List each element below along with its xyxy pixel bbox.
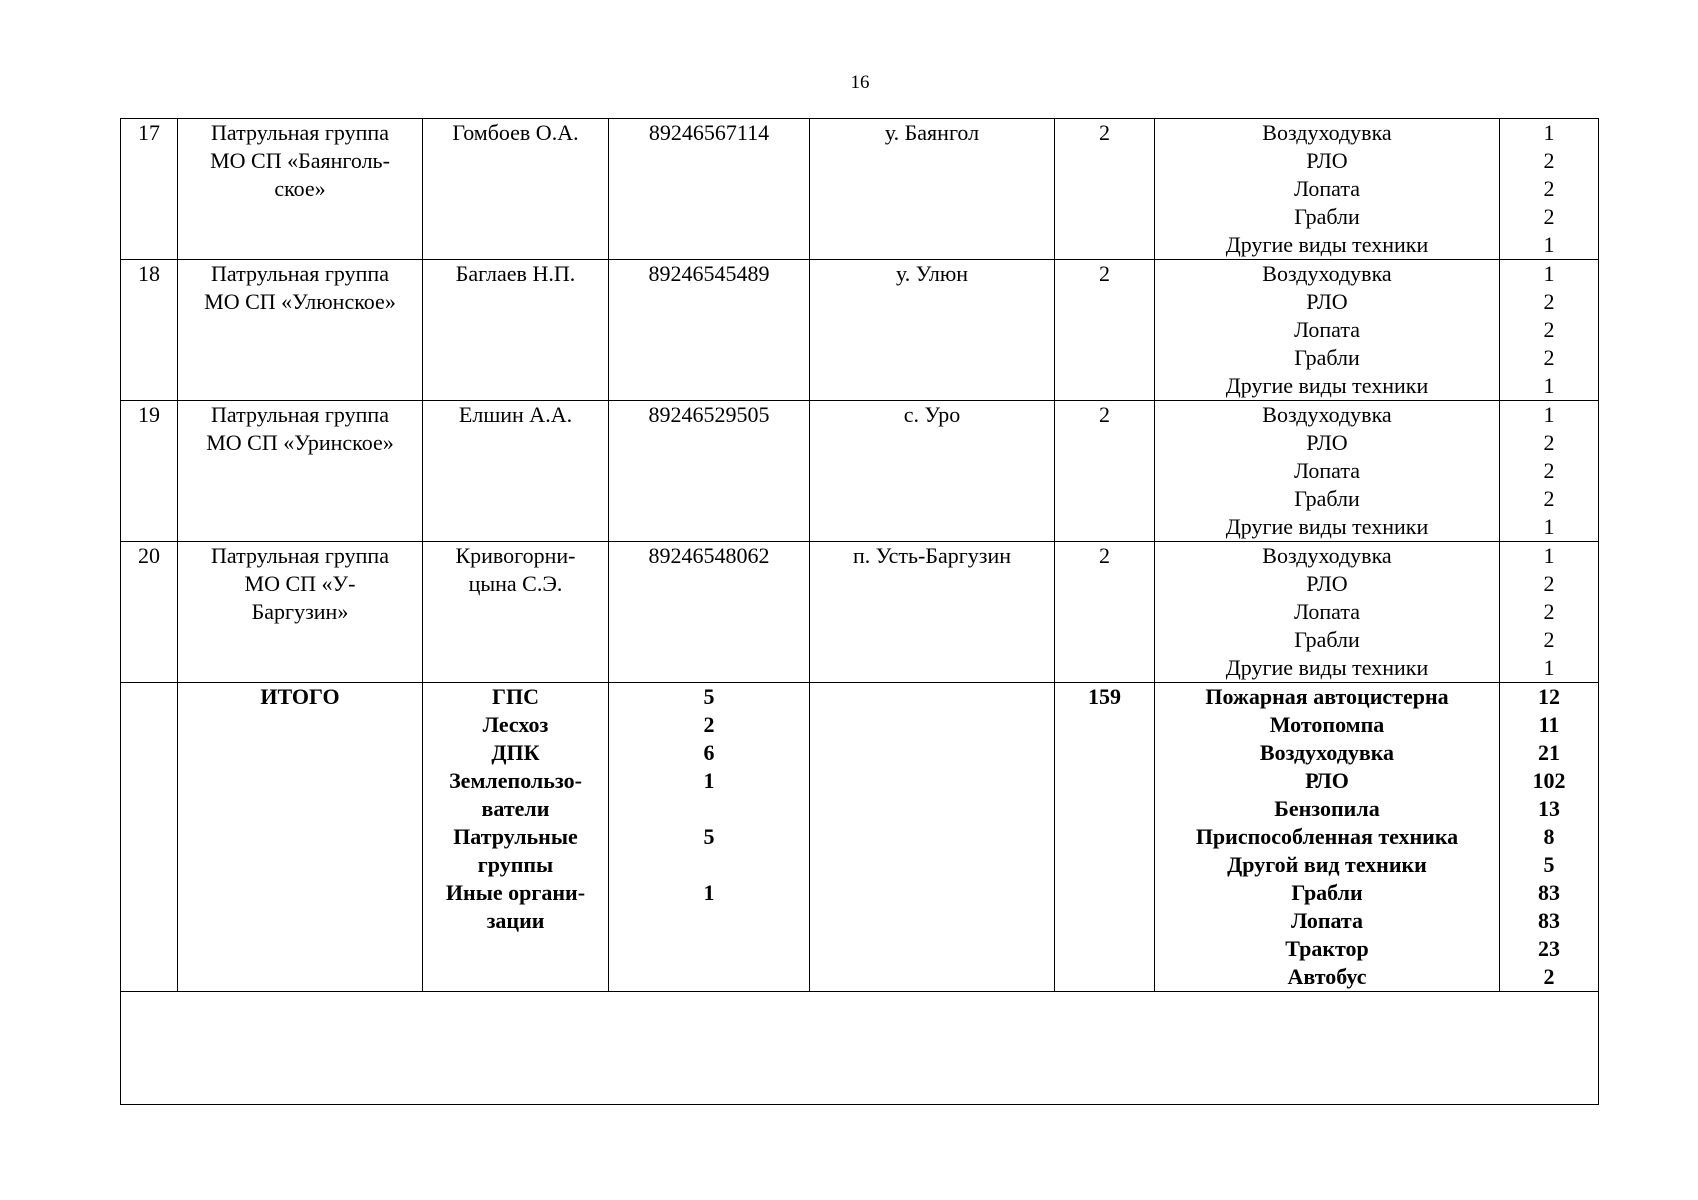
equipment-list-line: Воздуходувка: [1262, 543, 1392, 568]
equipment-quantities-line: 1: [1543, 120, 1555, 145]
equipment-quantities-line: 2: [1543, 458, 1555, 483]
equipment-list-line: Другие виды техники: [1225, 514, 1429, 539]
equipment-list-line: РЛО: [1306, 148, 1348, 173]
total-empty-cell: [810, 683, 1055, 992]
total-category-counts-line: 2: [703, 712, 715, 737]
total-equipment-list-line: Приспособленная техника: [1195, 824, 1459, 849]
total-category-counts-line: 1: [703, 768, 715, 793]
total-categories-line: Патрульные: [453, 824, 578, 849]
group-name-line: Баргузин»: [251, 599, 349, 624]
total-equipment-quantities-line: 23: [1538, 936, 1560, 961]
row-number: [121, 401, 178, 542]
total-equipment-list-line: Мотопомпа: [1269, 712, 1385, 737]
equipment-list-line: Грабли: [1294, 345, 1360, 370]
group-name: [178, 260, 423, 401]
total-equipment-quantities-line: 83: [1538, 880, 1560, 905]
equipment-list-line: Лопата: [1294, 317, 1360, 342]
equipment-list-line: Лопата: [1294, 176, 1360, 201]
row-number: [121, 119, 178, 260]
equipment-list-line: РЛО: [1306, 430, 1348, 455]
equipment-list-line: Другие виды техники: [1225, 373, 1429, 398]
equipment-quantities-line: 2: [1543, 627, 1555, 652]
total-equipment-list-line: Бензопила: [1274, 796, 1380, 821]
location: [810, 119, 1055, 260]
group-name: [178, 542, 423, 683]
group-name-line: МО СП «Баянголь-: [210, 148, 390, 173]
total-category-counts-line: 5: [703, 684, 715, 709]
total-equipment-list-line: Другой вид техники: [1227, 852, 1427, 877]
total-categories-line: ДПК: [491, 740, 540, 765]
location-line: у. Баянгол: [884, 120, 980, 145]
total-equipment-quantities-line: 13: [1538, 796, 1560, 821]
location: [810, 542, 1055, 683]
equipment-quantities-line: 2: [1543, 289, 1555, 314]
equipment-quantities-line: 2: [1543, 204, 1555, 229]
responsible-person-line: Кривогорни-: [455, 543, 576, 568]
total-categories-line: зации: [486, 908, 545, 933]
equipment-list-line: Другие виды техники: [1225, 655, 1429, 680]
empty-cell: [121, 992, 1599, 1105]
phone-number-line: 89246545489: [648, 261, 770, 286]
people-count-line: 2: [1099, 543, 1110, 568]
total-category-counts: [609, 683, 810, 992]
equipment-quantities-line: 2: [1543, 176, 1555, 201]
equipment-quantities-line: 1: [1543, 655, 1555, 680]
equipment-list: [1155, 119, 1500, 260]
total-equipment-quantities-line: 8: [1543, 824, 1555, 849]
equipment-list-line: Другие виды техники: [1225, 232, 1429, 257]
total-equipment-list-line: Пожарная автоцистерна: [1205, 684, 1449, 709]
equipment-quantities: [1500, 260, 1599, 401]
people-count: [1055, 260, 1155, 401]
total-equipment-quantities-line: 102: [1532, 768, 1566, 793]
equipment-quantities: [1500, 119, 1599, 260]
phone-number-line: 89246567114: [648, 120, 770, 145]
group-name-line: Патрульная группа: [211, 120, 389, 145]
responsible-person: [423, 260, 609, 401]
total-category-counts-line: 5: [703, 824, 715, 849]
location: [810, 401, 1055, 542]
equipment-list-line: РЛО: [1306, 289, 1348, 314]
equipment-quantities-line: 2: [1543, 571, 1555, 596]
people-count-line: 2: [1099, 402, 1110, 427]
total-category-counts-line: [613, 851, 805, 879]
equipment-list-line: Грабли: [1294, 627, 1360, 652]
people-count-line: 2: [1099, 261, 1110, 286]
equipment-list-line: Воздуходувка: [1262, 261, 1392, 286]
total-equipment-list: [1155, 683, 1500, 992]
phone-number: [609, 401, 810, 542]
equipment-list: [1155, 401, 1500, 542]
people-count-line: 2: [1099, 120, 1110, 145]
row-number: [121, 542, 178, 683]
equipment-quantities-line: 1: [1543, 261, 1555, 286]
total-equipment-quantities-line: 21: [1538, 740, 1560, 765]
responsible-person-line: Гомбоев О.А.: [452, 120, 579, 145]
group-name-line: Патрульная группа: [211, 543, 389, 568]
responsible-person: [423, 401, 609, 542]
location: [810, 260, 1055, 401]
equipment-quantities-line: 2: [1543, 345, 1555, 370]
total-equipment-list-line: Грабли: [1291, 880, 1363, 905]
total-equipment-list-line: Автобус: [1287, 964, 1367, 989]
row-number-line: 17: [138, 120, 160, 145]
total-category-counts-line: 6: [703, 740, 715, 765]
responsible-person: [423, 542, 609, 683]
equipment-list: [1155, 542, 1500, 683]
equipment-quantities-line: 2: [1543, 599, 1555, 624]
total-categories-line: Лесхоз: [482, 712, 549, 737]
equipment-quantities: [1500, 542, 1599, 683]
people-count: [1055, 542, 1155, 683]
group-name-line: Патрульная группа: [211, 402, 389, 427]
total-label: [178, 683, 423, 992]
total-empty-cell: [121, 683, 178, 992]
group-name-line: ское»: [274, 176, 326, 201]
equipment-quantities-line: 1: [1543, 402, 1555, 427]
total-categories-line: Иные органи-: [445, 880, 586, 905]
total-equipment-quantities-line: 5: [1543, 852, 1555, 877]
people-count: [1055, 119, 1155, 260]
table-row: [121, 401, 1599, 542]
group-name-line: МО СП «Уринское»: [206, 430, 394, 455]
total-equipment-list-line: Воздуходувка: [1259, 740, 1395, 765]
total-equipment-list-line: Трактор: [1285, 936, 1369, 961]
equipment-quantities-line: 2: [1543, 317, 1555, 342]
total-category-counts-line: [613, 907, 805, 935]
total-categories-line: группы: [477, 852, 554, 877]
equipment-quantities-line: 1: [1543, 543, 1555, 568]
equipment-list-line: РЛО: [1306, 571, 1348, 596]
equipment-list-line: Воздуходувка: [1262, 402, 1392, 427]
page-number: 16: [850, 72, 870, 93]
location-line: у. Улюн: [895, 261, 969, 286]
equipment-quantities-line: 2: [1543, 486, 1555, 511]
total-equipment-quantities-line: 2: [1543, 964, 1555, 989]
total-equipment-quantities-line: 12: [1538, 684, 1560, 709]
total-label-line: ИТОГО: [260, 684, 340, 709]
equipment-list-line: Лопата: [1294, 458, 1360, 483]
total-row: [121, 683, 1599, 992]
table-row: [121, 260, 1599, 401]
people-count: [1055, 401, 1155, 542]
resources-table: [120, 118, 1599, 1105]
table-row: [121, 542, 1599, 683]
total-categories: [423, 683, 609, 992]
total-categories-line: Землепользо-: [449, 768, 582, 793]
phone-number: [609, 260, 810, 401]
total-people-line: 159: [1088, 684, 1121, 709]
total-equipment-list-line: РЛО: [1305, 768, 1349, 793]
responsible-person-line: цына С.Э.: [468, 571, 563, 596]
group-name-line: Патрульная группа: [211, 261, 389, 286]
phone-number-line: 89246548062: [648, 543, 770, 568]
equipment-quantities-line: 1: [1543, 232, 1555, 257]
row-number-line: 19: [138, 402, 160, 427]
total-category-counts-line: 1: [703, 880, 715, 905]
group-name-line: МО СП «Улюнское»: [204, 289, 396, 314]
total-categories-line: ГПС: [492, 684, 539, 709]
equipment-list-line: Воздуходувка: [1262, 120, 1392, 145]
total-category-counts-line: [613, 795, 805, 823]
equipment-quantities-line: 2: [1543, 430, 1555, 455]
total-equipment-list-line: Лопата: [1290, 908, 1364, 933]
equipment-list-line: Грабли: [1294, 486, 1360, 511]
responsible-person-line: Баглаев Н.П.: [455, 261, 576, 286]
row-number: [121, 260, 178, 401]
equipment-quantities-line: 2: [1543, 148, 1555, 173]
equipment-quantities-line: 1: [1543, 373, 1555, 398]
total-people: [1055, 683, 1155, 992]
responsible-person: [423, 119, 609, 260]
equipment-list: [1155, 260, 1500, 401]
equipment-quantities: [1500, 401, 1599, 542]
location-line: п. Усть-Баргузин: [852, 543, 1012, 568]
responsible-person-line: Елшин А.А.: [458, 402, 573, 427]
table-row: [121, 119, 1599, 260]
total-equipment-quantities-line: 83: [1538, 908, 1560, 933]
total-equipment-quantities-line: 11: [1538, 712, 1560, 737]
location-line: с. Уро: [903, 402, 961, 427]
empty-row: [121, 992, 1599, 1105]
equipment-list-line: Лопата: [1294, 599, 1360, 624]
phone-number-line: 89246529505: [648, 402, 770, 427]
phone-number: [609, 542, 810, 683]
equipment-list-line: Грабли: [1294, 204, 1360, 229]
equipment-quantities-line: 1: [1543, 514, 1555, 539]
total-categories-line: ватели: [481, 796, 550, 821]
row-number-line: 18: [138, 261, 160, 286]
phone-number: [609, 119, 810, 260]
row-number-line: 20: [138, 543, 160, 568]
group-name: [178, 119, 423, 260]
group-name: [178, 401, 423, 542]
total-equipment-quantities: [1500, 683, 1599, 992]
group-name-line: МО СП «У-: [244, 571, 356, 596]
